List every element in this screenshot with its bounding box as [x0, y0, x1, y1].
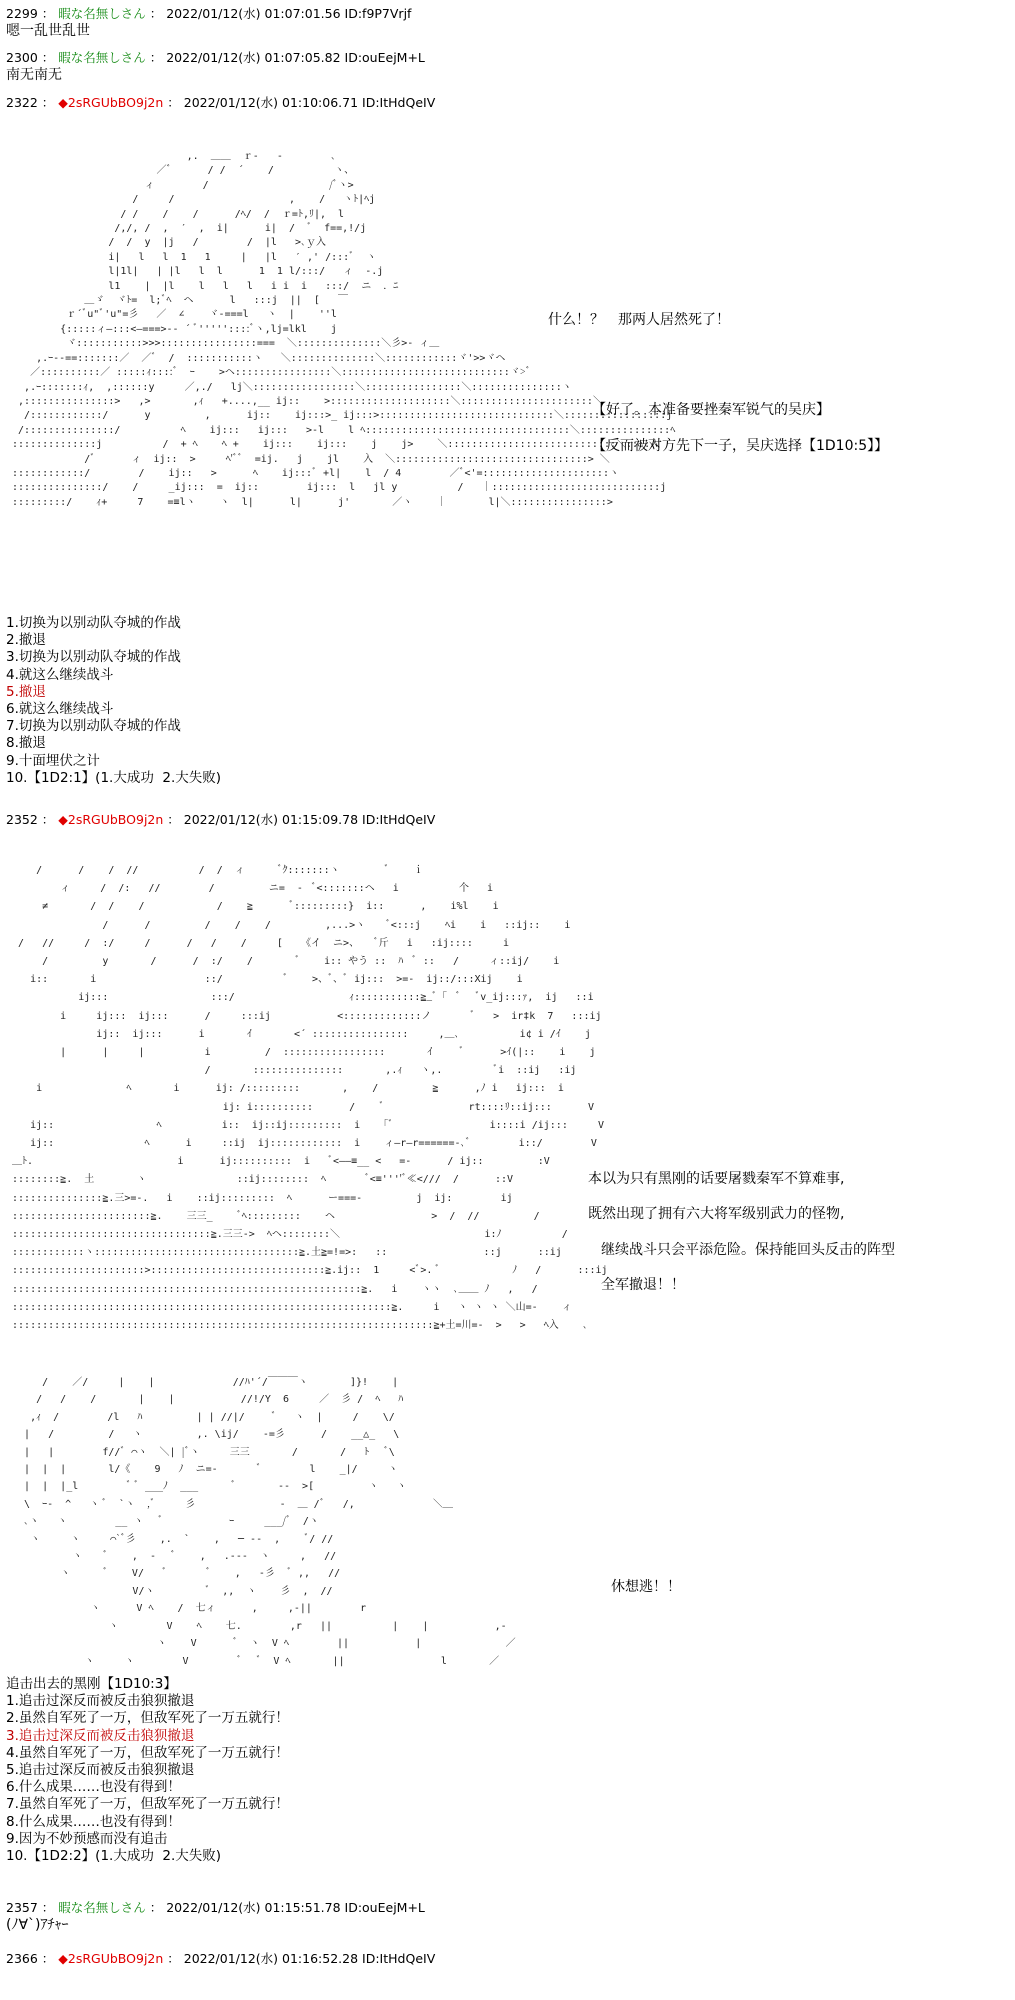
option-item: 7.切换为以别动队夺城的作战	[6, 718, 181, 735]
post-date: 2022/01/12(水) 01:07:01.56	[166, 6, 341, 21]
option-item: 1.追击过深反而被反击狼狈撤退	[6, 1693, 195, 1710]
trip-code[interactable]: ◆2sRGUbBO9j2n	[58, 812, 164, 827]
option-list	[6, 1676, 289, 1865]
poster-id[interactable]: ID:ItHdQeIV	[362, 812, 436, 827]
option-item: 8.撤退	[6, 735, 46, 752]
option-item: 10.【1D2:2】(1.大成功 2.大失败)	[6, 1848, 222, 1865]
option-item: 9.因为不妙预感而没有追击	[6, 1830, 168, 1847]
post	[6, 6, 411, 40]
post	[6, 812, 435, 828]
option-item: 6.什么成果……也没有得到！	[6, 1779, 181, 1796]
option-item: 10.【1D2:1】(1.大成功 2.大失败)	[6, 769, 222, 786]
post-number: 2366	[6, 1951, 38, 1966]
option-item: 4.虽然自军死了一万，但敌军死了一万五就行！	[6, 1744, 289, 1761]
option-item-selected: 5.撤退	[6, 683, 46, 700]
option-item: 4.就这么继续战斗	[6, 666, 114, 683]
post	[6, 1900, 425, 1934]
post-header: 2352 ： ◆2sRGUbBO9j2n ： 2022/01/12(水) 01:15:09.78 ID:ItHdQeIV	[6, 812, 436, 827]
post-header: 2366 ： ◆2sRGUbBO9j2n ： 2022/01/12(水) 01:16:52.28 ID:ItHdQeIV	[6, 1951, 436, 1966]
narration-text: 既然出现了拥有六大将军级别武力的怪物,	[588, 1206, 845, 1222]
post	[6, 95, 435, 111]
post	[6, 50, 425, 84]
post-date: 2022/01/12(水) 01:15:09.78	[183, 812, 359, 827]
post-number: 2352	[6, 812, 38, 827]
poster-id[interactable]: ID:ouEejM+L	[344, 1900, 425, 1915]
post-header: 2357 ： 暇な名無しさん ： 2022/01/12(水) 01:15:51.78 ID:ouEejM+L	[6, 1900, 425, 1915]
post-header: 2322 ： ◆2sRGUbBO9j2n ： 2022/01/12(水) 01:10:06.71 ID:ItHdQeIV	[6, 95, 436, 110]
option-item: 9.十面埋伏之计	[6, 752, 100, 769]
trip-code[interactable]: ◆2sRGUbBO9j2n	[58, 1951, 164, 1966]
trip-code[interactable]: ◆2sRGUbBO9j2n	[58, 95, 164, 110]
narration-text: 本以为只有黑刚的话要屠戮秦军不算难事,	[588, 1171, 845, 1187]
option-item: 2.撤退	[6, 632, 46, 649]
post-body: 南无南无	[6, 67, 62, 83]
poster-id[interactable]: ID:ItHdQeIV	[362, 1951, 436, 1966]
post-date: 2022/01/12(水) 01:16:52.28	[183, 1951, 359, 1966]
option-item-selected: 3.追击过深反而被反击狼狈撤退	[6, 1727, 195, 1744]
poster-name[interactable]: 暇な名無しさん	[58, 6, 146, 21]
option-item: 3.切换为以别动队夺城的作战	[6, 649, 181, 666]
ascii-art-cloaked-figure: / / / // / / ィ ﾞｸ:::::::ヽ ﾞ ｉ ィ / /: // / ニ= - ﾞ<:::::::ヘ i 个 i ≠ / / / / ≧ ﾞ:::::::::} i:: , i%l i / / / / / ,...>ヽ ﾞ<:::j ﾍi i ::ij:: i / // / :/ / / / / [ 《イ ニ>、 ﾞ斤 i :ij:::: i / y / / :/ / ﾞ i:: やう :: ﾊ ﾞ :: / ィ::ij/ i i:: i ::/ ﾞ >、ﾞ、ﾞ ij::: >=- ij::/:::Xij i ij::: :::/ ｨ:::::::::::≧_ﾞ「 ﾞ ﾞv_ij:::ｧ, ij ::i i ij::: ij::: / :::ij <:::::::::::::ノ ﾞ > ir‡k 7 :::ij ij:: ij::: i ｲ <´ :::::::::::::::: ,＿､ i¢ i /ｲ j | | | i / ::::::::::::::::: ｲ ﾞ >ｲ(|:: i j / ::::::::::::::: ,.ｨ ヽ,. ﾞi ::ij :ij i ﾍ i ij: /::::::::: , / ≧ ,ﾉ i ij::: i ij: i:::::::::: / ﾞ rt::::ﾘ::ij::: V ij:: ﾍ i:: ij::ij::::::::: i 「ﾞ i::::i /ij::: V ij:: ﾍ i ::ij ij:::::::::::: i ィ―r―r======-､ﾞ i::/ V ＿ﾄ. i ij:::::::::: i ﾞ<――≡__ < =‐ / ij:: :V ::::::::≧. 土 ヽ ::ij:::::::: ﾍ ﾞ<≡''''ﾞ≪</// / ::V :::::::::::::::≧.三>=‐. i ::ij::::::::: ﾍ ー===- j ij: ij :::::::::::::::::::::::≧. 三三_ ﾞﾍ::::::::: ヘ > / // / :::::::::::::::::::::::::::::::::≧.三三-> ﾍヘ::::::::＼ i:ﾉ / ::::::::::::ヽ::::::::::::::::::::::::::::::::::≧.土≧=!=>: :: ::j ::ij ::::::::::::::::::::::>:::::::::::::::::::::::::::::≧.ij:: 1 <ﾞ>. ﾞ ﾉ / :::ij ::::::::::::::::::::::::::::::::::::::::::::::::::::::::::≧. i ヽヽ ､＿＿ ﾉ , / :::::::::::::::::::::::::::::::::::::::::::::::::::::::::::::::≧. i ヽ ヽ ヽ ＼山=- ィ ::::::::::::::::::::::::::::::::::::::::::::::::::::::::::::::::::::::≧+土=川=- > > ﾍ入 ､	[12, 865, 608, 1332]
option-title: 追击出去的黑刚【1D10:3】	[6, 1676, 177, 1692]
option-item: 8.什么成果……也没有得到！	[6, 1813, 181, 1830]
option-item: 5.追击过深反而被反击狼狈撤退	[6, 1762, 195, 1779]
post-body: 嗯一乱世乱世	[6, 23, 90, 39]
post-body: (ﾉ∀`)ｱﾁｬｰ	[6, 1917, 69, 1933]
poster-id[interactable]: ID:ItHdQeIV	[362, 95, 436, 110]
narration-text: 【反而被对方先下一子，吴庆选择【1D10:5】】	[592, 438, 889, 454]
post-date: 2022/01/12(水) 01:10:06.71	[183, 95, 359, 110]
option-item: 7.虽然自军死了一万，但敌军死了一万五就行！	[6, 1796, 289, 1813]
post-header: 2300 ： 暇な名無しさん ： 2022/01/12(水) 01:07:05.82 ID:ouEejM+L	[6, 50, 425, 65]
option-list	[6, 615, 221, 787]
ascii-art-helmet: ,. ＿＿ ｒ‐ - ､ ／ﾞ / / ´ / ヽ、 ィ / /ﾞヽ> / / , / ヽﾄ|ﾍj / / / / /ﾍ/ / ｒ=ﾄ,ﾘ|, l /,/, / , ′ , i| i| / ﾞ f==,!/j / / y |j / / |l >､ｙ入 i| l l 1 1 | |l ′ ,' /:::ﾞ ヽ l|1l| | |l l l 1 1 l/:::/ ィ -.j l1 | |l l l l i i i :::/ ニ ．ﾆ ＿ゞ ヾﾄ= l;ﾞﾍ ヘ l :::j || [ ￣ ｒ´ﾞu"ﾞ'u"=彡 ／ ∠ ヾ-===l ヽ | ''l {:::::ィ―:::<―===>‐‐ ´ ﾞ'''''::::ﾞヽ,lj=lkl j ヾ:::::::::::>>>::::::::::::::::=== ＼::::::::::::::＼彡>‐ ィ＿ ,.ｰ‐-==:::::::／ ／ﾞ / :::::::::::ヽ ＼::::::::::::::＼::::::::::::ヾ'>>ヾヘ ／::::::::::／ :::::ｨ::::ﾞ ｰ >ヘ::::::::::::::::＼::::::::::::::::::::::::::::ヾ>ﾞ ,.ｰ:::::::ｨ, ,::::::y ／,./ lj＼:::::::::::::::::＼::::::::::::::::＼:::::::::::::::ヽ ,:::::::::::::::> ,> ,ｨ +....,__ ij:: >::::::::::::::::::::＼::::::::::::::::::::::＼ /::::::::::::/ y , ij:: ij:::>_ ij:::>:::::::::::::::::::::::::::::＼:::::::::::::::::j /:::::::::::::::/ ﾍ ij::: ij::: >‐l l ﾍ::::::::::::::::::::::::::::::::::＼:::::::::::::::ﾍ ::::::::::::::j / + ﾍ ﾍ + ij::: ij::: j j> ＼::::::::::::::::::::::::::::＼::::入 /ﾞ ィ ij:: > ﾍ'ﾞﾞ =ij. j jl 入 ＼::::::::::::::::::::::::::::::::> ＼ ::::::::::::/ / ij:: > ﾍ ij:::ﾞ +l| l / 4 ／ﾞ<'=:::::::::::::::::::::ヽ :::::::::::::::/ / _ij::: = ij:: ij::: l jl y / ｜::::::::::::::::::::::::::::j :::::::::/ ｨ+ 7 =≡lヽ ヽ l| l| j' ／ヽ ｜ l|＼::::::::::::::::>	[12, 151, 676, 508]
ascii-art-face: / ／/ | | //ﾊ'´/￣￣￣ヽ ]}! | / / / | | //!/Y 6 ／ 彡 / ﾍ ﾊ ,ｨ / /l ﾊ | | //|/ ﾞ ヽ | / \/ | / / ヽ ,. \ij/ -=彡 / __△_ \ | | f//ﾞ ⌒ヽ ＼| |ﾞヽ 三三 / / ﾄ ﾞ\ | | | l/《 9 ﾉ ニ=- ﾞ l _|/ ヽ | | |_l ﾞ ﾞ ___ﾉ ___ ﾞ -- >[ ヽ ヽ \ ｰ- ^ ヽ ﾞ `ヽ ,ﾞ 彡 - ＿ /ﾞ /, ＼＿ ､ヽ ヽ __ ヽ ﾞ ｰ ___/ﾞ /ヽ ヽ ヽ ⌒`ﾞ彡 ,. ` , ─ -- , ﾞ/ // ヽ ﾞ , ‐ ﾞ , .-‐‐ ヽ , // ヽ ﾞ V/ ﾞ ﾞ , -彡 ﾞ ,, // V/ヽ ﾞ ,, ヽ 彡 , // ヽ V ﾍ / 七ィ , ,-|| r ヽ V ﾍ 七. ,r || | | ,- ヽ V ﾞ ヽ V ﾍ || | ／ ヽ ヽ V ﾞ ﾞ V ﾍ || l ／	[24, 1377, 516, 1667]
poster-id[interactable]: ID:ouEejM+L	[344, 50, 425, 65]
narration-text: 休想逃！！	[611, 1579, 681, 1595]
post-date: 2022/01/12(水) 01:15:51.78	[166, 1900, 341, 1915]
narration-text: 什么！？ 那两人居然死了！	[548, 312, 730, 328]
poster-name[interactable]: 暇な名無しさん	[58, 50, 146, 65]
post-date: 2022/01/12(水) 01:07:05.82	[166, 50, 341, 65]
option-item: 1.切换为以别动队夺城的作战	[6, 615, 181, 631]
poster-id[interactable]: ID:f9P7Vrjf	[344, 6, 412, 21]
post-header: 2299 ： 暇な名無しさん ： 2022/01/12(水) 01:07:01.56 ID:f9P7Vrjf	[6, 6, 412, 21]
post-number: 2299	[6, 6, 38, 21]
narration-text: 【好了。本准备要挫秦军锐气的吴庆】	[592, 402, 830, 418]
post-number: 2322	[6, 95, 38, 110]
post	[6, 1951, 435, 1967]
poster-name[interactable]: 暇な名無しさん	[58, 1900, 146, 1915]
narration-text: 全军撤退！！	[601, 1277, 685, 1293]
post-number: 2357	[6, 1900, 38, 1915]
option-item: 2.虽然自军死了一万，但敌军死了一万五就行！	[6, 1710, 289, 1727]
post-number: 2300	[6, 50, 38, 65]
option-item: 6.就这么继续战斗	[6, 701, 114, 718]
narration-text: 继续战斗只会平添危险。保持能回头反击的阵型	[601, 1242, 895, 1258]
